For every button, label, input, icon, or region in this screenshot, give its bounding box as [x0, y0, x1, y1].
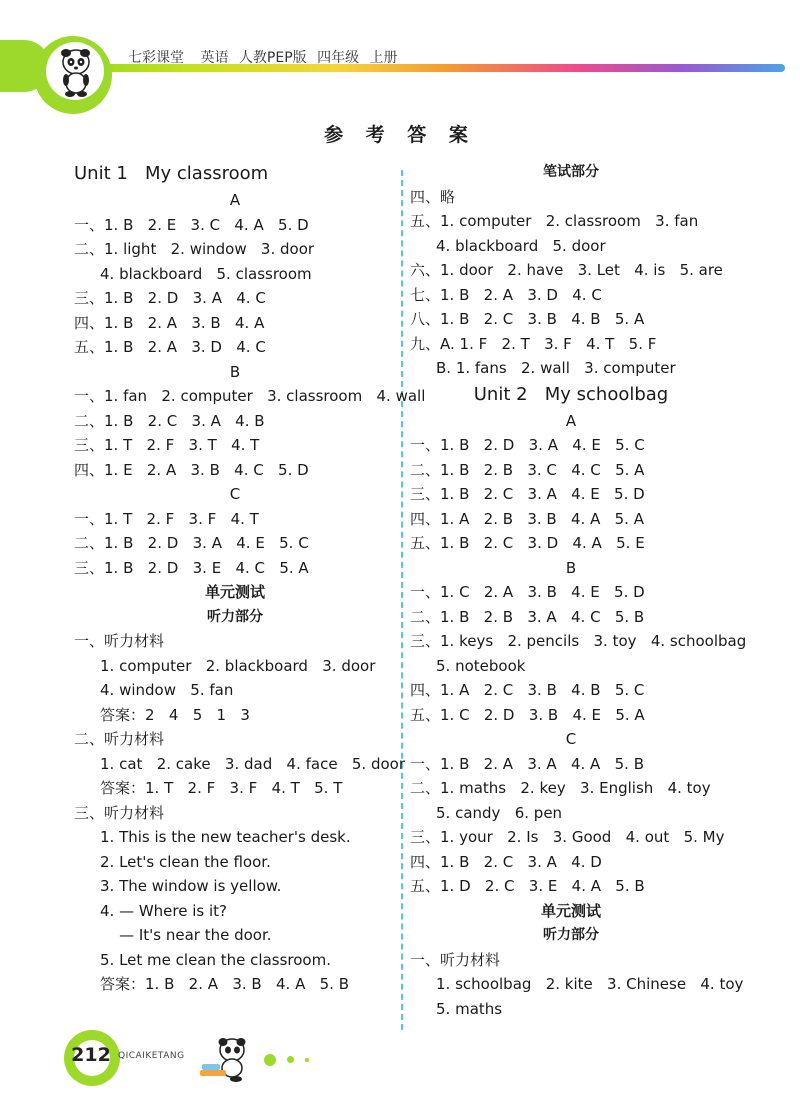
answer-line: 一、1. B 2. D 3. A 4. E 5. C	[410, 436, 645, 454]
answer-line: 三、1. T 2. F 3. T 4. T	[74, 436, 260, 454]
answer-line: A	[229, 191, 241, 209]
answer-line: 5. maths	[436, 999, 503, 1018]
answer-line: 四、1. A 2. B 3. B 4. A 5. A	[410, 509, 644, 528]
footer-dots	[264, 1049, 315, 1068]
footer-dot-medium	[287, 1056, 294, 1063]
answer-line: 四、1. B 2. A 3. B 4. A	[74, 313, 265, 332]
header-grade: 四年级	[317, 50, 360, 66]
answer-line: 九、A. 1. F 2. T 3. F 4. T 5. F	[410, 334, 657, 353]
footer-brand: QICAIKETANG	[118, 1051, 185, 1061]
page-header	[0, 0, 800, 110]
footer-dot-large	[264, 1054, 276, 1066]
answer-line: 答案：1. T 2. F 3. F 4. T 5. T	[100, 779, 343, 797]
answer-line: 单元测试	[204, 583, 265, 601]
answer-line: 一、1. B 2. E 3. C 4. A 5. D	[74, 215, 309, 234]
answer-line: 1. cat 2. cake 3. dad 4. face 5. door	[100, 754, 405, 773]
page-title: 参 考 答 案	[324, 124, 476, 146]
header-volume: 上册	[369, 50, 398, 66]
answer-line: 五、1. B 2. C 3. D 4. A 5. E	[410, 534, 645, 552]
header-series: 七彩课堂	[128, 50, 184, 66]
answer-line: 听力部分	[207, 608, 263, 625]
answer-line: 六、1. door 2. have 3. Let 4. is 5. are	[410, 261, 723, 279]
answer-line: 一、听力材料	[74, 632, 165, 650]
answer-line: 二、1. B 2. C 3. A 4. B	[74, 411, 265, 430]
panda-mascot-icon	[52, 44, 100, 98]
answer-line: 3. The window is yellow.	[100, 877, 282, 895]
header-subject: 英语	[200, 50, 229, 66]
answer-line: 二、1. maths 2. key 3. English 4. toy	[410, 779, 711, 797]
answer-line: 三、1. keys 2. pencils 3. toy 4. schoolbag	[410, 632, 747, 650]
answer-line: 五、1. D 2. C 3. E 4. A 5. B	[410, 877, 645, 895]
answer-line: 四、1. A 2. C 3. B 4. B 5. C	[410, 681, 645, 699]
answer-line: 五、1. computer 2. classroom 3. fan	[410, 212, 699, 230]
answer-line: 一、1. fan 2. computer 3. classroom 4. wall	[74, 387, 426, 405]
answer-line: 四、略	[410, 187, 456, 206]
answer-line: B	[565, 558, 577, 577]
footer-dot-small	[305, 1058, 309, 1062]
answer-line: 八、1. B 2. C 3. B 4. B 5. A	[410, 310, 645, 328]
answer-line: B	[229, 362, 241, 381]
answer-line: 一、1. T 2. F 3. F 4. T	[74, 509, 259, 528]
answer-line: 笔试部分	[543, 164, 599, 180]
answer-line: 1. computer 2. blackboard 3. door	[100, 656, 376, 675]
answer-line: 答案：1. B 2. A 3. B 4. A 5. B	[100, 975, 350, 993]
answer-line: 听力部分	[543, 927, 599, 943]
answer-line: 二、1. light 2. window 3. door	[74, 240, 315, 258]
answer-line: C	[229, 485, 241, 503]
answer-line: 七、1. B 2. A 3. D 4. C	[410, 285, 602, 304]
answer-line: 三、听力材料	[74, 803, 165, 822]
answer-line: 二、1. B 2. B 3. A 4. C 5. B	[410, 607, 645, 626]
answer-line: 四、1. B 2. C 3. A 4. D	[410, 852, 602, 871]
column-divider	[401, 170, 403, 1030]
answer-line: 4. window 5. fan	[100, 681, 234, 699]
header-edition: 人教PEP版	[238, 50, 307, 66]
answer-line: Unit 2 My schoolbag	[473, 383, 669, 405]
right-answer-column	[410, 160, 747, 1021]
page-number: 212	[71, 1044, 111, 1066]
answer-line: 四、1. E 2. A 3. B 4. C 5. D	[74, 460, 309, 479]
answer-line: 二、听力材料	[74, 730, 165, 748]
answer-line: 二、1. B 2. D 3. A 4. E 5. C	[74, 534, 309, 552]
answer-line: C	[565, 730, 577, 748]
answer-line: 三、1. B 2. D 3. A 4. C	[74, 289, 266, 307]
answer-line: 5. candy 6. pen	[436, 803, 563, 822]
answer-line: 1. schoolbag 2. kite 3. Chinese 4. toy	[436, 975, 744, 993]
answer-line: 三、1. B 2. C 3. A 4. E 5. D	[410, 485, 645, 503]
answer-line: 一、1. C 2. A 3. B 4. E 5. D	[410, 583, 645, 601]
answer-line: 五、1. B 2. A 3. D 4. C	[74, 338, 266, 356]
answer-line: 三、1. your 2. Is 3. Good 4. out 5. My	[410, 828, 725, 846]
answer-line: 三、1. B 2. D 3. E 4. C 5. A	[74, 558, 309, 577]
left-answer-column	[74, 160, 426, 997]
answer-line: 答案：2 4 5 1 3	[100, 705, 250, 724]
answer-line: 一、1. B 2. A 3. A 4. A 5. B	[410, 754, 644, 773]
answer-line: 2. Let's clean the floor.	[100, 852, 271, 871]
answer-line: 4. blackboard 5. door	[436, 236, 606, 255]
answer-line: 4. blackboard 5. classroom	[100, 264, 312, 283]
answer-line: 5. Let me clean the classroom.	[100, 950, 331, 969]
answer-line: 五、1. C 2. D 3. B 4. E 5. A	[410, 705, 645, 724]
answer-line: 单元测试	[540, 901, 601, 920]
answer-line: 1. This is the new teacher's desk.	[100, 828, 351, 846]
answer-line: 4. — Where is it?	[100, 901, 228, 920]
answer-line: 一、听力材料	[410, 950, 501, 969]
answer-line: — It's near the door.	[100, 926, 272, 944]
answer-line: B. 1. fans 2. wall 3. computer	[436, 359, 676, 377]
answer-line: 二、1. B 2. B 3. C 4. C 5. A	[410, 460, 645, 479]
answer-line: 5. notebook	[436, 656, 526, 675]
answer-line: A	[565, 411, 577, 430]
panda-writing-icon	[196, 1034, 256, 1082]
header-book-info	[128, 47, 410, 67]
answer-line: Unit 1 My classroom	[74, 163, 269, 184]
